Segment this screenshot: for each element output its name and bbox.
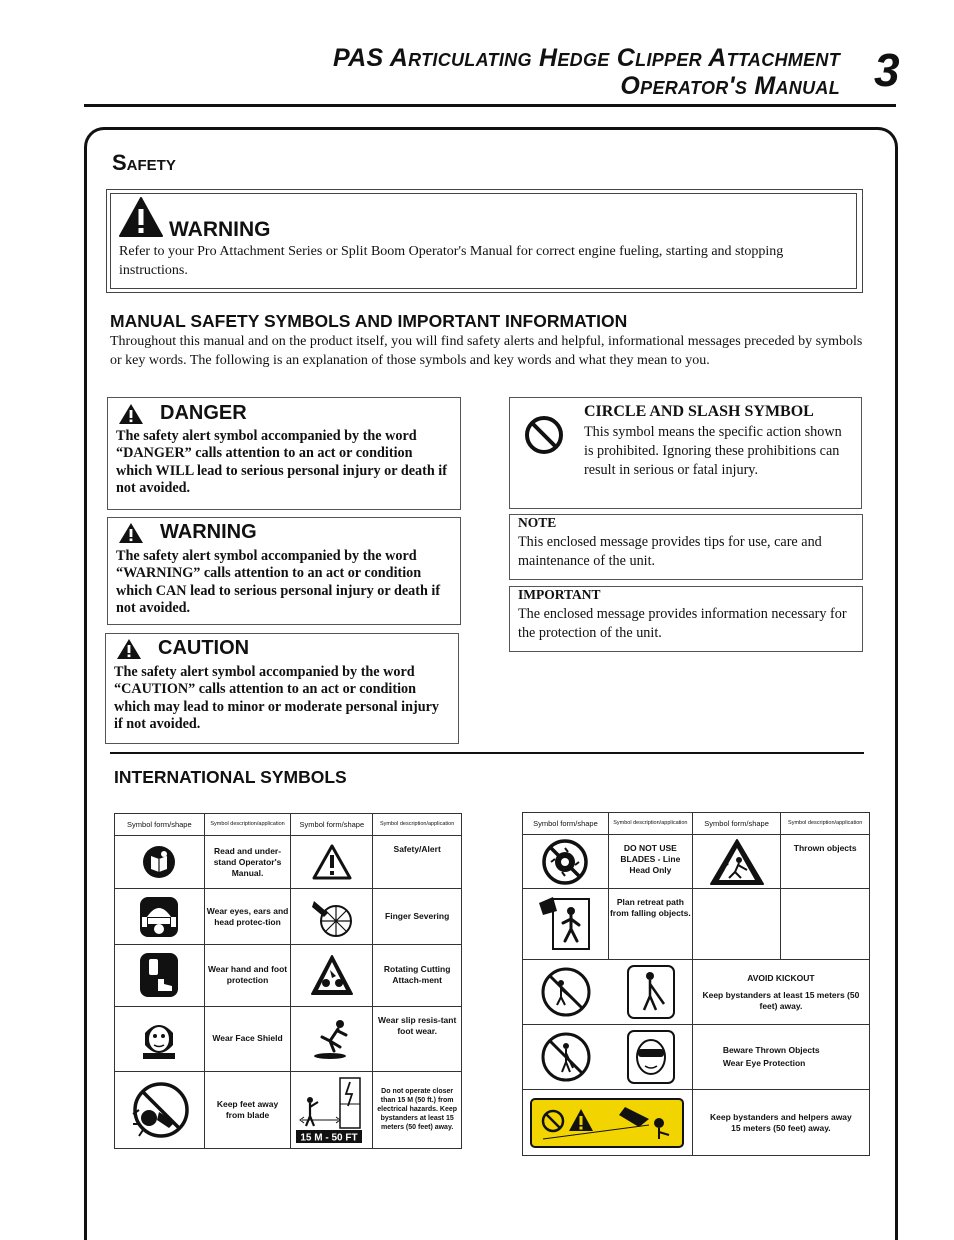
kickout-icons <box>523 960 693 1025</box>
symbol-desc: DO NOT USE BLADES - Line Head Only <box>608 835 692 889</box>
empty-cell <box>781 889 870 960</box>
caution-text: The safety alert symbol accompanied by the word “CAUTION” calls attention to an act or condition which may lead to minor or moderate personal injury if not avoided. <box>114 664 439 732</box>
section-title: Safety <box>112 150 176 175</box>
col-header-form: Symbol form/shape <box>115 814 205 836</box>
caution-label: CAUTION <box>158 637 250 659</box>
thrown-objects-eye-icons <box>523 1025 693 1090</box>
title-line-1: PAS Articulating Hedge Clipper Attachment <box>333 44 840 72</box>
section-rule <box>110 752 864 754</box>
col-header-desc: Symbol description/application <box>373 814 462 836</box>
note-text: This enclosed message provides tips for use, care and maintenance of the unit. <box>518 534 822 569</box>
keep-feet-away-icon <box>115 1071 205 1149</box>
page-number: 3 <box>874 44 900 96</box>
beware-thrown-objects: Beware Thrown Objects <box>722 1045 820 1055</box>
kickout-text <box>692 960 869 1025</box>
col-header-form: Symbol form/shape <box>291 814 373 836</box>
col-header-desc: Symbol description/application <box>204 814 291 836</box>
danger-label: DANGER <box>160 402 247 424</box>
col-header-form: Symbol form/shape <box>523 813 609 835</box>
symbol-desc: Keep feet away from blade <box>204 1071 291 1149</box>
symbol-desc: Wear Face Shield <box>204 1007 291 1071</box>
danger-text: The safety alert symbol accompanied by the word “DANGER” calls attention to an act or condition which WILL lead to serious personal injury or death if not avoided. <box>116 428 447 496</box>
symbol-desc: Read and under-stand Operator's Manual. <box>204 836 291 889</box>
wear-eye-protection: Wear Eye Protection <box>722 1058 806 1068</box>
kickout-desc: Keep bystanders at least 15 meters (50 feet) away. <box>702 989 860 1011</box>
slip-resistant-icon <box>291 1007 373 1071</box>
thrown-objects-icon <box>692 835 781 889</box>
bystander-decal-icon <box>523 1090 693 1156</box>
operator-stance-icon <box>626 964 676 1020</box>
symbol-desc: Wear eyes, ears and head protec-tion <box>204 889 291 944</box>
circle-slash-text: This symbol means the specific action shown is prohibited. Ignoring these prohibitions can result in serious or fatal injury. <box>584 424 842 478</box>
symbol-desc: Rotating Cutting Attach-ment <box>373 944 462 1006</box>
eye-protection-icon <box>626 1029 676 1085</box>
manual-safety-heading: MANUAL SAFETY SYMBOLS AND IMPORTANT INFORMATION <box>110 311 628 331</box>
manual-safety-text: Throughout this manual and on the product itself, you will find safety alerts and helpful, informational messages preceded by symbols or key words. The following is an explanation of those symbols and key words and what they mean to you. <box>110 334 863 368</box>
no-blades-icon <box>523 835 609 889</box>
symbol-desc: Wear hand and foot protection <box>204 944 291 1006</box>
col-header-form: Symbol form/shape <box>692 813 781 835</box>
left-symbol-table <box>114 813 462 1149</box>
head-protection-icon <box>115 889 205 944</box>
warning-text: The safety alert symbol accompanied by the word “WARNING” calls attention to an act or condition which CAN lead to serious personal injury or death if not avoided. <box>116 548 441 616</box>
safety-alert-icon <box>291 836 373 889</box>
rotating-attachment-icon <box>291 944 373 1006</box>
electrical-hazard-icon <box>291 1071 373 1149</box>
symbol-desc: Thrown objects <box>781 835 870 889</box>
kickout-title: AVOID KICKOUT <box>747 972 815 983</box>
top-warning-label: WARNING <box>169 218 271 241</box>
prohibition-icon <box>524 415 564 460</box>
distance-sign-label: 15 M - 50 FT <box>300 1132 358 1144</box>
face-shield-icon <box>115 1007 205 1071</box>
circle-slash-title: CIRCLE AND SLASH SYMBOL <box>584 403 814 420</box>
symbol-desc: Finger Severing <box>373 889 462 944</box>
finger-severing-icon <box>291 889 373 944</box>
no-bystanders-icon <box>539 1030 593 1084</box>
safety-alert-icon <box>116 638 142 665</box>
read-manual-icon <box>115 836 205 889</box>
right-symbol-table <box>522 812 870 1156</box>
symbol-desc: Wear slip resis-tant foot wear. <box>373 1007 462 1071</box>
col-header-desc: Symbol description/application <box>608 813 692 835</box>
page-title <box>333 44 840 100</box>
symbol-desc: Do not operate closer than 15 M (50 ft.) from electrical hazards. Keep bystanders at least 15 meters (50 feet) away. <box>373 1071 462 1149</box>
safety-alert-icon <box>118 196 164 243</box>
important-title: IMPORTANT <box>518 587 601 602</box>
note-title: NOTE <box>518 515 557 530</box>
symbol-desc: Safety/Alert <box>373 836 462 889</box>
empty-cell <box>692 889 781 960</box>
title-line-2: Operator's Manual <box>620 72 840 100</box>
symbol-desc: Plan retreat path from falling objects. <box>608 889 692 960</box>
warning-label: WARNING <box>160 521 257 543</box>
hand-foot-protection-icon <box>115 944 205 1006</box>
falling-objects-icon <box>523 889 609 960</box>
header-rule <box>84 104 896 107</box>
top-warning-text: Refer to your Pro Attachment Series or Split Boom Operator's Manual for correct engine fueling, starting and stopping instructions. <box>119 244 784 278</box>
symbol-desc: Keep bystanders and helpers away 15 meters (50 feet) away. <box>692 1090 869 1156</box>
safety-alert-icon <box>118 403 144 430</box>
safety-alert-icon <box>118 522 144 549</box>
international-symbols-heading: INTERNATIONAL SYMBOLS <box>114 767 347 787</box>
thrown-objects-eye-text <box>692 1025 869 1090</box>
no-kickout-icon <box>539 965 593 1019</box>
important-text: The enclosed message provides information necessary for the protection of the unit. <box>518 606 847 641</box>
col-header-desc: Symbol description/application <box>781 813 870 835</box>
